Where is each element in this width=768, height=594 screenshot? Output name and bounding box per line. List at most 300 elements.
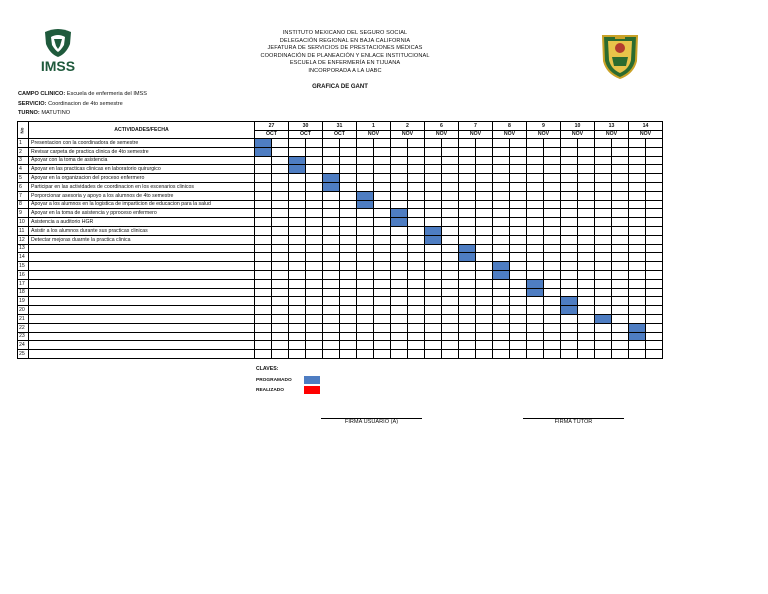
schedule-cell[interactable] bbox=[289, 341, 306, 350]
schedule-cell[interactable] bbox=[476, 156, 493, 165]
schedule-cell[interactable] bbox=[374, 332, 391, 341]
schedule-cell[interactable] bbox=[255, 191, 272, 200]
schedule-cell[interactable] bbox=[527, 139, 544, 148]
schedule-cell[interactable] bbox=[357, 244, 374, 253]
schedule-cell[interactable] bbox=[578, 200, 595, 209]
schedule-cell[interactable] bbox=[306, 253, 323, 262]
programmed-cell[interactable] bbox=[595, 314, 612, 323]
schedule-cell[interactable] bbox=[459, 147, 476, 156]
schedule-cell[interactable] bbox=[272, 218, 289, 227]
schedule-cell[interactable] bbox=[595, 191, 612, 200]
schedule-cell[interactable] bbox=[527, 235, 544, 244]
schedule-cell[interactable] bbox=[408, 182, 425, 191]
schedule-cell[interactable] bbox=[459, 139, 476, 148]
schedule-cell[interactable] bbox=[306, 297, 323, 306]
schedule-cell[interactable] bbox=[578, 235, 595, 244]
schedule-cell[interactable] bbox=[340, 244, 357, 253]
schedule-cell[interactable] bbox=[561, 139, 578, 148]
schedule-cell[interactable] bbox=[561, 262, 578, 271]
schedule-cell[interactable] bbox=[578, 279, 595, 288]
schedule-cell[interactable] bbox=[306, 139, 323, 148]
schedule-cell[interactable] bbox=[561, 191, 578, 200]
schedule-cell[interactable] bbox=[306, 332, 323, 341]
schedule-cell[interactable] bbox=[289, 270, 306, 279]
schedule-cell[interactable] bbox=[272, 174, 289, 183]
schedule-cell[interactable] bbox=[476, 350, 493, 359]
schedule-cell[interactable] bbox=[340, 262, 357, 271]
schedule-cell[interactable] bbox=[425, 156, 442, 165]
schedule-cell[interactable] bbox=[493, 332, 510, 341]
schedule-cell[interactable] bbox=[442, 235, 459, 244]
schedule-cell[interactable] bbox=[629, 191, 646, 200]
schedule-cell[interactable] bbox=[374, 314, 391, 323]
schedule-cell[interactable] bbox=[357, 270, 374, 279]
schedule-cell[interactable] bbox=[391, 297, 408, 306]
schedule-cell[interactable] bbox=[561, 270, 578, 279]
schedule-cell[interactable] bbox=[544, 297, 561, 306]
schedule-cell[interactable] bbox=[527, 218, 544, 227]
schedule-cell[interactable] bbox=[629, 262, 646, 271]
schedule-cell[interactable] bbox=[442, 350, 459, 359]
schedule-cell[interactable] bbox=[357, 182, 374, 191]
programmed-cell[interactable] bbox=[459, 244, 476, 253]
schedule-cell[interactable] bbox=[272, 182, 289, 191]
schedule-cell[interactable] bbox=[340, 139, 357, 148]
schedule-cell[interactable] bbox=[340, 174, 357, 183]
schedule-cell[interactable] bbox=[510, 314, 527, 323]
schedule-cell[interactable] bbox=[425, 174, 442, 183]
schedule-cell[interactable] bbox=[629, 270, 646, 279]
schedule-cell[interactable] bbox=[595, 147, 612, 156]
schedule-cell[interactable] bbox=[408, 165, 425, 174]
schedule-cell[interactable] bbox=[646, 165, 663, 174]
schedule-cell[interactable] bbox=[510, 262, 527, 271]
schedule-cell[interactable] bbox=[646, 297, 663, 306]
schedule-cell[interactable] bbox=[374, 182, 391, 191]
schedule-cell[interactable] bbox=[289, 182, 306, 191]
schedule-cell[interactable] bbox=[459, 191, 476, 200]
schedule-cell[interactable] bbox=[374, 165, 391, 174]
schedule-cell[interactable] bbox=[612, 182, 629, 191]
schedule-cell[interactable] bbox=[544, 341, 561, 350]
schedule-cell[interactable] bbox=[391, 253, 408, 262]
schedule-cell[interactable] bbox=[272, 139, 289, 148]
schedule-cell[interactable] bbox=[629, 235, 646, 244]
schedule-cell[interactable] bbox=[306, 218, 323, 227]
schedule-cell[interactable] bbox=[527, 253, 544, 262]
schedule-cell[interactable] bbox=[323, 279, 340, 288]
schedule-cell[interactable] bbox=[323, 341, 340, 350]
schedule-cell[interactable] bbox=[459, 262, 476, 271]
schedule-cell[interactable] bbox=[595, 174, 612, 183]
schedule-cell[interactable] bbox=[510, 226, 527, 235]
schedule-cell[interactable] bbox=[476, 314, 493, 323]
schedule-cell[interactable] bbox=[646, 139, 663, 148]
schedule-cell[interactable] bbox=[578, 182, 595, 191]
schedule-cell[interactable] bbox=[391, 182, 408, 191]
schedule-cell[interactable] bbox=[255, 350, 272, 359]
schedule-cell[interactable] bbox=[595, 297, 612, 306]
schedule-cell[interactable] bbox=[646, 332, 663, 341]
schedule-cell[interactable] bbox=[289, 218, 306, 227]
schedule-cell[interactable] bbox=[459, 218, 476, 227]
schedule-cell[interactable] bbox=[493, 165, 510, 174]
schedule-cell[interactable] bbox=[391, 332, 408, 341]
schedule-cell[interactable] bbox=[578, 174, 595, 183]
schedule-cell[interactable] bbox=[459, 209, 476, 218]
schedule-cell[interactable] bbox=[408, 147, 425, 156]
schedule-cell[interactable] bbox=[629, 147, 646, 156]
schedule-cell[interactable] bbox=[578, 350, 595, 359]
schedule-cell[interactable] bbox=[391, 279, 408, 288]
schedule-cell[interactable] bbox=[323, 218, 340, 227]
schedule-cell[interactable] bbox=[561, 323, 578, 332]
schedule-cell[interactable] bbox=[510, 235, 527, 244]
schedule-cell[interactable] bbox=[629, 288, 646, 297]
schedule-cell[interactable] bbox=[459, 306, 476, 315]
programmed-cell[interactable] bbox=[255, 147, 272, 156]
schedule-cell[interactable] bbox=[646, 235, 663, 244]
schedule-cell[interactable] bbox=[340, 314, 357, 323]
schedule-cell[interactable] bbox=[629, 174, 646, 183]
schedule-cell[interactable] bbox=[425, 279, 442, 288]
schedule-cell[interactable] bbox=[612, 226, 629, 235]
schedule-cell[interactable] bbox=[493, 341, 510, 350]
schedule-cell[interactable] bbox=[612, 297, 629, 306]
schedule-cell[interactable] bbox=[289, 288, 306, 297]
schedule-cell[interactable] bbox=[493, 253, 510, 262]
schedule-cell[interactable] bbox=[544, 323, 561, 332]
schedule-cell[interactable] bbox=[493, 314, 510, 323]
schedule-cell[interactable] bbox=[357, 297, 374, 306]
schedule-cell[interactable] bbox=[612, 279, 629, 288]
schedule-cell[interactable] bbox=[272, 226, 289, 235]
schedule-cell[interactable] bbox=[561, 165, 578, 174]
schedule-cell[interactable] bbox=[476, 306, 493, 315]
schedule-cell[interactable] bbox=[510, 288, 527, 297]
schedule-cell[interactable] bbox=[527, 191, 544, 200]
schedule-cell[interactable] bbox=[255, 174, 272, 183]
schedule-cell[interactable] bbox=[408, 270, 425, 279]
schedule-cell[interactable] bbox=[323, 226, 340, 235]
schedule-cell[interactable] bbox=[561, 288, 578, 297]
schedule-cell[interactable] bbox=[595, 323, 612, 332]
schedule-cell[interactable] bbox=[357, 262, 374, 271]
schedule-cell[interactable] bbox=[493, 156, 510, 165]
schedule-cell[interactable] bbox=[323, 253, 340, 262]
programmed-cell[interactable] bbox=[425, 226, 442, 235]
schedule-cell[interactable] bbox=[425, 218, 442, 227]
schedule-cell[interactable] bbox=[459, 314, 476, 323]
schedule-cell[interactable] bbox=[306, 182, 323, 191]
schedule-cell[interactable] bbox=[374, 226, 391, 235]
schedule-cell[interactable] bbox=[527, 182, 544, 191]
schedule-cell[interactable] bbox=[476, 341, 493, 350]
schedule-cell[interactable] bbox=[272, 253, 289, 262]
schedule-cell[interactable] bbox=[442, 253, 459, 262]
schedule-cell[interactable] bbox=[323, 323, 340, 332]
schedule-cell[interactable] bbox=[357, 314, 374, 323]
schedule-cell[interactable] bbox=[578, 270, 595, 279]
schedule-cell[interactable] bbox=[374, 262, 391, 271]
schedule-cell[interactable] bbox=[323, 147, 340, 156]
schedule-cell[interactable] bbox=[425, 314, 442, 323]
schedule-cell[interactable] bbox=[425, 288, 442, 297]
schedule-cell[interactable] bbox=[374, 200, 391, 209]
schedule-cell[interactable] bbox=[578, 306, 595, 315]
schedule-cell[interactable] bbox=[340, 341, 357, 350]
schedule-cell[interactable] bbox=[578, 297, 595, 306]
schedule-cell[interactable] bbox=[595, 341, 612, 350]
schedule-cell[interactable] bbox=[646, 147, 663, 156]
schedule-cell[interactable] bbox=[493, 279, 510, 288]
schedule-cell[interactable] bbox=[646, 182, 663, 191]
schedule-cell[interactable] bbox=[442, 288, 459, 297]
schedule-cell[interactable] bbox=[561, 209, 578, 218]
schedule-cell[interactable] bbox=[425, 209, 442, 218]
schedule-cell[interactable] bbox=[340, 323, 357, 332]
schedule-cell[interactable] bbox=[476, 174, 493, 183]
programmed-cell[interactable] bbox=[629, 323, 646, 332]
schedule-cell[interactable] bbox=[255, 341, 272, 350]
schedule-cell[interactable] bbox=[629, 182, 646, 191]
schedule-cell[interactable] bbox=[255, 270, 272, 279]
schedule-cell[interactable] bbox=[357, 174, 374, 183]
schedule-cell[interactable] bbox=[646, 174, 663, 183]
schedule-cell[interactable] bbox=[391, 323, 408, 332]
schedule-cell[interactable] bbox=[476, 279, 493, 288]
schedule-cell[interactable] bbox=[561, 244, 578, 253]
schedule-cell[interactable] bbox=[408, 323, 425, 332]
schedule-cell[interactable] bbox=[612, 147, 629, 156]
programmed-cell[interactable] bbox=[493, 270, 510, 279]
schedule-cell[interactable] bbox=[493, 191, 510, 200]
schedule-cell[interactable] bbox=[595, 350, 612, 359]
programmed-cell[interactable] bbox=[561, 297, 578, 306]
schedule-cell[interactable] bbox=[374, 174, 391, 183]
schedule-cell[interactable] bbox=[255, 323, 272, 332]
schedule-cell[interactable] bbox=[306, 270, 323, 279]
programmed-cell[interactable] bbox=[561, 306, 578, 315]
schedule-cell[interactable] bbox=[595, 139, 612, 148]
schedule-cell[interactable] bbox=[476, 191, 493, 200]
schedule-cell[interactable] bbox=[391, 262, 408, 271]
schedule-cell[interactable] bbox=[442, 209, 459, 218]
schedule-cell[interactable] bbox=[561, 182, 578, 191]
programmed-cell[interactable] bbox=[323, 174, 340, 183]
programmed-cell[interactable] bbox=[289, 156, 306, 165]
schedule-cell[interactable] bbox=[527, 226, 544, 235]
schedule-cell[interactable] bbox=[442, 244, 459, 253]
schedule-cell[interactable] bbox=[493, 147, 510, 156]
schedule-cell[interactable] bbox=[476, 165, 493, 174]
schedule-cell[interactable] bbox=[272, 156, 289, 165]
schedule-cell[interactable] bbox=[391, 314, 408, 323]
schedule-cell[interactable] bbox=[527, 174, 544, 183]
schedule-cell[interactable] bbox=[476, 297, 493, 306]
schedule-cell[interactable] bbox=[408, 244, 425, 253]
schedule-cell[interactable] bbox=[493, 288, 510, 297]
schedule-cell[interactable] bbox=[255, 279, 272, 288]
schedule-cell[interactable] bbox=[646, 200, 663, 209]
schedule-cell[interactable] bbox=[374, 341, 391, 350]
schedule-cell[interactable] bbox=[544, 147, 561, 156]
schedule-cell[interactable] bbox=[527, 209, 544, 218]
schedule-cell[interactable] bbox=[374, 323, 391, 332]
schedule-cell[interactable] bbox=[459, 270, 476, 279]
schedule-cell[interactable] bbox=[442, 147, 459, 156]
schedule-cell[interactable] bbox=[544, 226, 561, 235]
schedule-cell[interactable] bbox=[459, 235, 476, 244]
schedule-cell[interactable] bbox=[357, 332, 374, 341]
schedule-cell[interactable] bbox=[578, 314, 595, 323]
schedule-cell[interactable] bbox=[425, 253, 442, 262]
schedule-cell[interactable] bbox=[374, 288, 391, 297]
schedule-cell[interactable] bbox=[527, 314, 544, 323]
schedule-cell[interactable] bbox=[595, 253, 612, 262]
schedule-cell[interactable] bbox=[510, 200, 527, 209]
schedule-cell[interactable] bbox=[306, 350, 323, 359]
schedule-cell[interactable] bbox=[612, 156, 629, 165]
schedule-cell[interactable] bbox=[425, 262, 442, 271]
schedule-cell[interactable] bbox=[629, 341, 646, 350]
schedule-cell[interactable] bbox=[612, 218, 629, 227]
schedule-cell[interactable] bbox=[442, 341, 459, 350]
schedule-cell[interactable] bbox=[442, 174, 459, 183]
schedule-cell[interactable] bbox=[646, 306, 663, 315]
schedule-cell[interactable] bbox=[408, 253, 425, 262]
schedule-cell[interactable] bbox=[374, 253, 391, 262]
schedule-cell[interactable] bbox=[510, 156, 527, 165]
schedule-cell[interactable] bbox=[323, 297, 340, 306]
schedule-cell[interactable] bbox=[612, 209, 629, 218]
schedule-cell[interactable] bbox=[408, 139, 425, 148]
schedule-cell[interactable] bbox=[544, 332, 561, 341]
schedule-cell[interactable] bbox=[306, 200, 323, 209]
schedule-cell[interactable] bbox=[459, 288, 476, 297]
schedule-cell[interactable] bbox=[646, 226, 663, 235]
schedule-cell[interactable] bbox=[289, 226, 306, 235]
schedule-cell[interactable] bbox=[425, 147, 442, 156]
schedule-cell[interactable] bbox=[408, 314, 425, 323]
programmed-cell[interactable] bbox=[255, 139, 272, 148]
schedule-cell[interactable] bbox=[340, 209, 357, 218]
schedule-cell[interactable] bbox=[629, 244, 646, 253]
schedule-cell[interactable] bbox=[289, 200, 306, 209]
schedule-cell[interactable] bbox=[357, 341, 374, 350]
schedule-cell[interactable] bbox=[306, 174, 323, 183]
schedule-cell[interactable] bbox=[646, 244, 663, 253]
schedule-cell[interactable] bbox=[544, 165, 561, 174]
schedule-cell[interactable] bbox=[544, 218, 561, 227]
schedule-cell[interactable] bbox=[612, 341, 629, 350]
programmed-cell[interactable] bbox=[391, 218, 408, 227]
schedule-cell[interactable] bbox=[493, 174, 510, 183]
schedule-cell[interactable] bbox=[544, 200, 561, 209]
schedule-cell[interactable] bbox=[306, 147, 323, 156]
schedule-cell[interactable] bbox=[646, 270, 663, 279]
schedule-cell[interactable] bbox=[442, 314, 459, 323]
schedule-cell[interactable] bbox=[374, 139, 391, 148]
schedule-cell[interactable] bbox=[391, 200, 408, 209]
schedule-cell[interactable] bbox=[595, 226, 612, 235]
schedule-cell[interactable] bbox=[357, 218, 374, 227]
schedule-cell[interactable] bbox=[255, 314, 272, 323]
schedule-cell[interactable] bbox=[374, 244, 391, 253]
schedule-cell[interactable] bbox=[323, 262, 340, 271]
schedule-cell[interactable] bbox=[612, 323, 629, 332]
schedule-cell[interactable] bbox=[629, 297, 646, 306]
schedule-cell[interactable] bbox=[255, 218, 272, 227]
schedule-cell[interactable] bbox=[527, 270, 544, 279]
schedule-cell[interactable] bbox=[595, 218, 612, 227]
schedule-cell[interactable] bbox=[391, 139, 408, 148]
schedule-cell[interactable] bbox=[612, 174, 629, 183]
schedule-cell[interactable] bbox=[357, 209, 374, 218]
schedule-cell[interactable] bbox=[612, 288, 629, 297]
schedule-cell[interactable] bbox=[442, 165, 459, 174]
schedule-cell[interactable] bbox=[408, 297, 425, 306]
schedule-cell[interactable] bbox=[272, 209, 289, 218]
schedule-cell[interactable] bbox=[493, 209, 510, 218]
schedule-cell[interactable] bbox=[612, 200, 629, 209]
schedule-cell[interactable] bbox=[493, 244, 510, 253]
schedule-cell[interactable] bbox=[289, 253, 306, 262]
schedule-cell[interactable] bbox=[408, 218, 425, 227]
schedule-cell[interactable] bbox=[459, 341, 476, 350]
schedule-cell[interactable] bbox=[357, 226, 374, 235]
schedule-cell[interactable] bbox=[306, 306, 323, 315]
schedule-cell[interactable] bbox=[612, 253, 629, 262]
schedule-cell[interactable] bbox=[323, 200, 340, 209]
schedule-cell[interactable] bbox=[578, 147, 595, 156]
schedule-cell[interactable] bbox=[408, 156, 425, 165]
schedule-cell[interactable] bbox=[527, 165, 544, 174]
schedule-cell[interactable] bbox=[272, 147, 289, 156]
schedule-cell[interactable] bbox=[493, 297, 510, 306]
schedule-cell[interactable] bbox=[561, 218, 578, 227]
schedule-cell[interactable] bbox=[340, 200, 357, 209]
schedule-cell[interactable] bbox=[459, 332, 476, 341]
schedule-cell[interactable] bbox=[272, 235, 289, 244]
schedule-cell[interactable] bbox=[255, 182, 272, 191]
schedule-cell[interactable] bbox=[289, 297, 306, 306]
schedule-cell[interactable] bbox=[323, 235, 340, 244]
schedule-cell[interactable] bbox=[561, 235, 578, 244]
schedule-cell[interactable] bbox=[629, 306, 646, 315]
schedule-cell[interactable] bbox=[272, 350, 289, 359]
schedule-cell[interactable] bbox=[544, 209, 561, 218]
schedule-cell[interactable] bbox=[357, 139, 374, 148]
programmed-cell[interactable] bbox=[527, 279, 544, 288]
schedule-cell[interactable] bbox=[629, 165, 646, 174]
schedule-cell[interactable] bbox=[544, 235, 561, 244]
schedule-cell[interactable] bbox=[646, 341, 663, 350]
schedule-cell[interactable] bbox=[493, 306, 510, 315]
schedule-cell[interactable] bbox=[425, 350, 442, 359]
schedule-cell[interactable] bbox=[289, 323, 306, 332]
schedule-cell[interactable] bbox=[323, 288, 340, 297]
schedule-cell[interactable] bbox=[510, 279, 527, 288]
schedule-cell[interactable] bbox=[527, 306, 544, 315]
schedule-cell[interactable] bbox=[289, 209, 306, 218]
schedule-cell[interactable] bbox=[425, 139, 442, 148]
schedule-cell[interactable] bbox=[391, 235, 408, 244]
schedule-cell[interactable] bbox=[646, 218, 663, 227]
schedule-cell[interactable] bbox=[340, 288, 357, 297]
schedule-cell[interactable] bbox=[646, 262, 663, 271]
schedule-cell[interactable] bbox=[374, 270, 391, 279]
